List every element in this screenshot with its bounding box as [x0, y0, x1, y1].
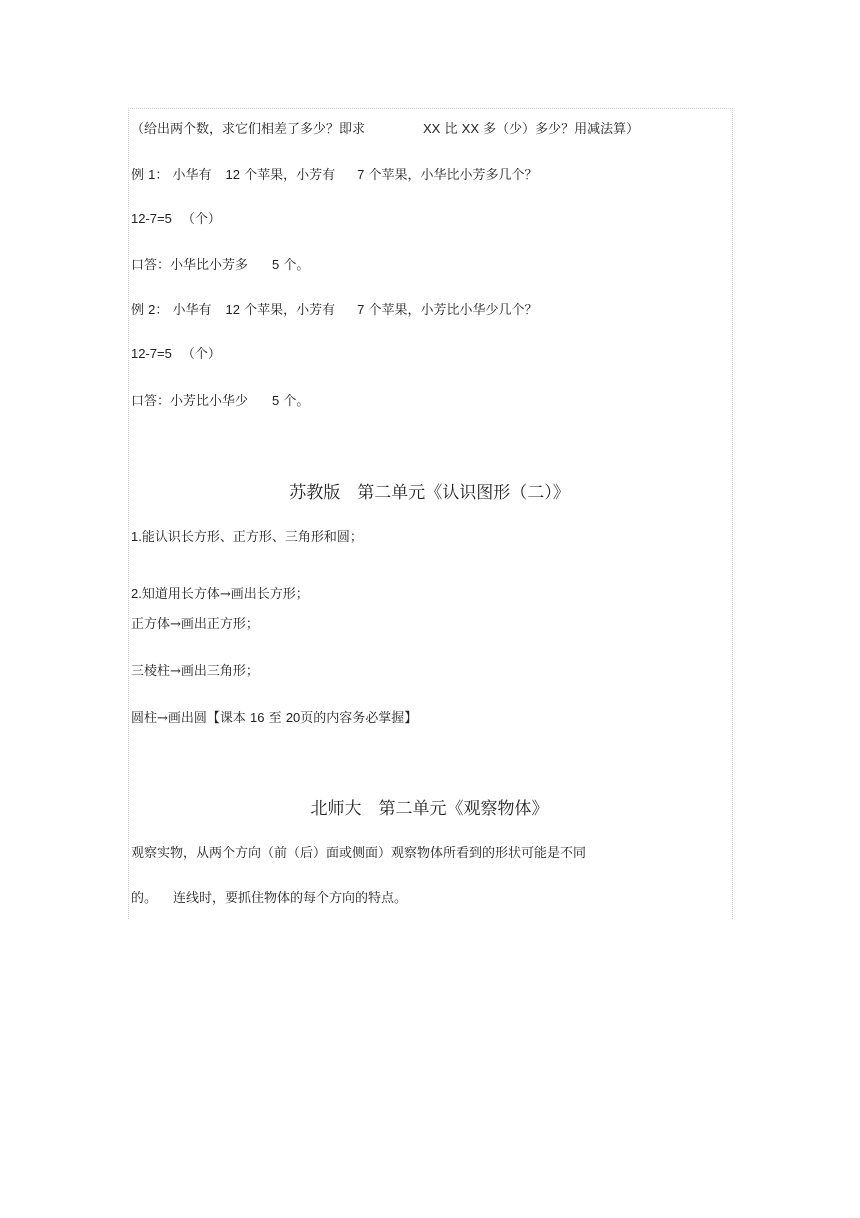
answer-number: 5 [272, 257, 280, 272]
observation-end: 的。 [131, 891, 158, 906]
answer-text: 个。 [283, 258, 310, 273]
section-heading: 北师大 第二单元《观察物体》 [310, 799, 549, 819]
question-text: 小华有 [172, 168, 212, 183]
point-number: 1. [131, 529, 142, 544]
observation-tip: 连线时，要抓住物体的每个方向的特点。 [173, 891, 408, 906]
example1-answer [131, 256, 309, 275]
unit: （个） [181, 347, 221, 362]
point-text: 知道用长方体→画出长方形； [141, 587, 309, 602]
unit: （个） [181, 212, 221, 227]
question-text: 小华有 [172, 303, 212, 318]
question-text: 个苹果，小华比小芳多几个？ [368, 168, 538, 183]
page-start: 16 [250, 710, 265, 725]
point-text: 圆柱→画出圆【课本 [131, 711, 246, 726]
point-text: 能认识长方形、正方形、三角形和圆； [141, 530, 363, 545]
equation: 12-7=5 [131, 211, 172, 226]
observation-text: 观察实物，从两个方向（前（后）面或侧面）观察物体所看到的形状可能是不同 [131, 846, 587, 861]
point-text: 页的内容务必掌握】 [300, 711, 418, 726]
page-end: 20 [285, 710, 301, 725]
section-heading: 苏教版 第二单元《认识图形（二）》 [289, 483, 570, 503]
observation-text-continued [131, 890, 407, 908]
example-label: 例 [131, 168, 145, 183]
example2-calculation [131, 345, 221, 364]
point-2 [131, 585, 309, 604]
point-1 [131, 528, 363, 547]
point-2-cylinder [131, 709, 417, 728]
quantity-7: 7 [357, 302, 365, 317]
point-2-cube: 正方体→画出正方形； [131, 617, 259, 632]
example1-calculation [131, 210, 221, 229]
intro-text: 多（少）多少？用减法算） [483, 122, 640, 137]
quantity-7: 7 [357, 167, 365, 182]
answer-text: 口答：小芳比小华少 [131, 394, 249, 409]
point-2-prism: 三棱柱→画出三角形； [131, 664, 259, 679]
intro-line [131, 120, 639, 139]
intro-text: （给出两个数，求它们相差了多少？即求 [131, 122, 366, 137]
example-number: 2： [148, 302, 169, 317]
point-number: 2. [131, 586, 142, 601]
quantity-12: 12 [225, 302, 241, 317]
example1-question [131, 166, 538, 185]
answer-text: 口答：小华比小芳多 [131, 258, 249, 273]
question-text: 个苹果，小芳有 [244, 168, 336, 183]
intro-xx-2: XX [461, 121, 479, 136]
equation: 12-7=5 [131, 346, 172, 361]
example-label: 例 [131, 303, 145, 318]
intro-xx-1: XX [423, 121, 441, 136]
example2-answer [131, 392, 309, 411]
point-text: 至 [268, 711, 282, 726]
example-number: 1： [148, 167, 169, 182]
answer-number: 5 [272, 393, 280, 408]
question-text: 个苹果，小芳有 [244, 303, 336, 318]
answer-text: 个。 [283, 394, 310, 409]
example2-question [131, 301, 538, 320]
quantity-12: 12 [225, 167, 241, 182]
intro-text: 比 [444, 122, 458, 137]
question-text: 个苹果，小芳比小华少几个？ [368, 303, 538, 318]
